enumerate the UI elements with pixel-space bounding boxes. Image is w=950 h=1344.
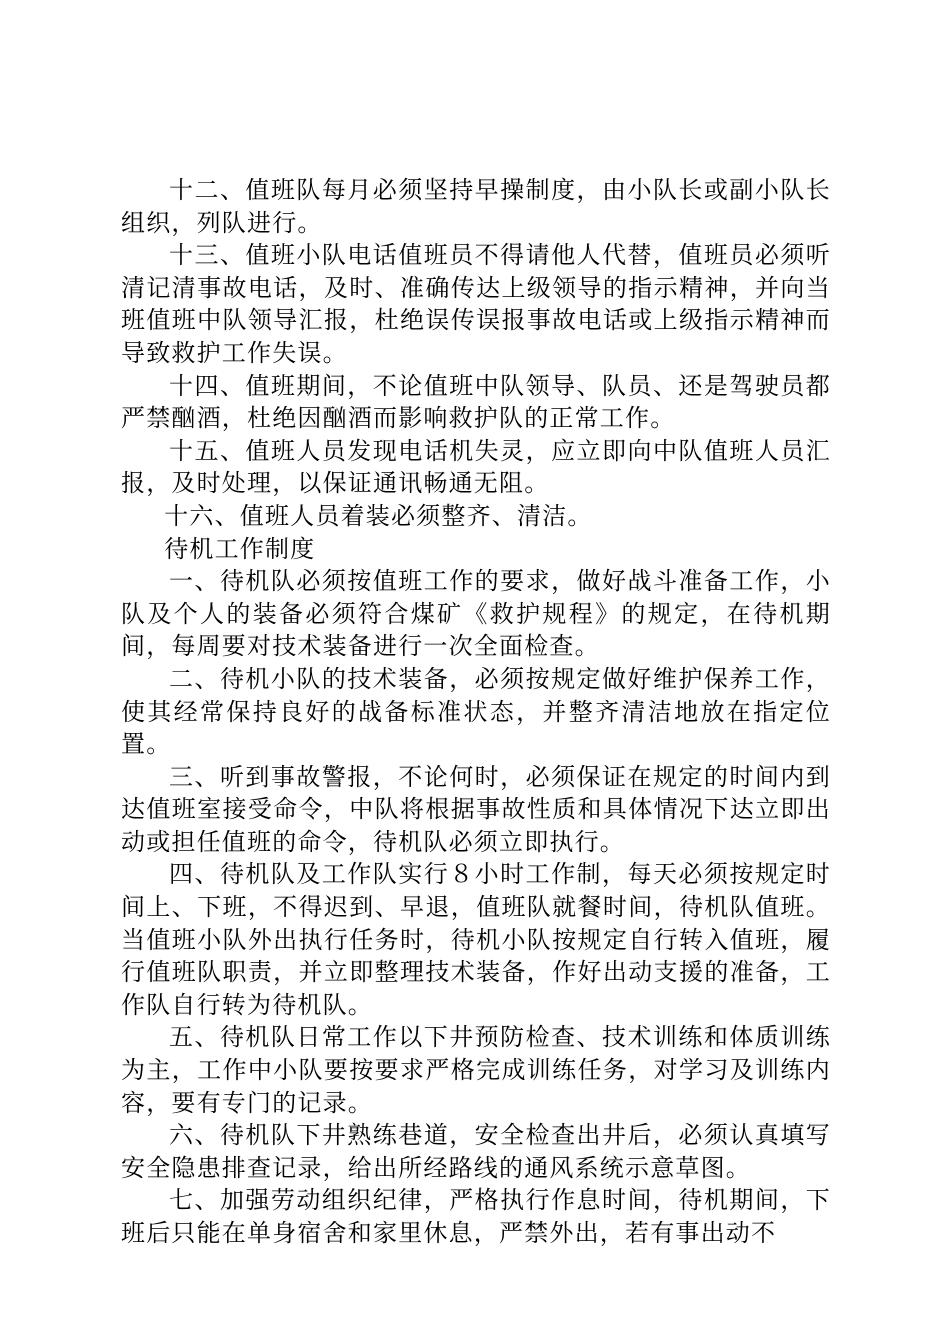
paragraph-standby-7: 七、加强劳动组织纪律，严格执行作息时间，待机期间，下班后只能在单身宿舍和家里休息，严禁外出，若有事出动不: [121, 1186, 831, 1247]
paragraph-standby-5: 五、待机队日常工作以下井预防检查、技术训练和体质训练为主，工作中小队要按要求严格完成训练任务，对学习及训练内容，要有专门的记录。: [121, 1023, 831, 1117]
section-heading-standby: 待机工作制度: [164, 534, 316, 563]
paragraph-standby-2: 二、待机小队的技术装备，必须按规定做好维护保养工作，使其经常保持良好的战备标准状态，并整齐清洁地放在指定位置。: [121, 664, 831, 759]
paragraph-standby-3: 三、听到事故警报，不论何时，必须保证在规定的时间内到达值班室接受命令，中队将根据事故性质和具体情况下达立即出动或担任值班的命令，待机队必须立即执行。: [121, 762, 831, 856]
paragraph-standby-6: 六、待机队下井熟练巷道，安全检查出井后，必须认真填写安全隐患排查记录，给出所经路线的通风系统示意草图。: [121, 1121, 831, 1182]
paragraph-13: 十三、值班小队电话值班员不得请他人代替，值班员必须听清记清事故电话，及时、准确传达上级领导的指示精神，并向当班值班中队领导汇报，杜绝误传误报事故电话或上级指示精神而导致救护工作失误。: [121, 241, 831, 367]
paragraph-15: 十五、值班人员发现电话机失灵，应立即向中队值班人员汇报，及时处理，以保证通讯畅通无阻。: [121, 436, 831, 498]
paragraph-14: 十四、值班期间，不论值班中队领导、队员、还是驾驶员都严禁酗酒，杜绝因酗酒而影响救护队的正常工作。: [121, 371, 831, 433]
document-body: [121, 174, 831, 1250]
paragraph-12: 十二、值班队每月必须坚持早操制度，由小队长或副小队长组织，列队进行。: [121, 176, 831, 237]
paragraph-standby-1: 一、待机队必须按值班工作的要求，做好战斗准备工作，小队及个人的装备必须符合煤矿《救护规程》的规定，在待机期间，每周要对技术装备进行一次全面检查。: [121, 567, 831, 661]
paragraph-16: 十六、值班人员着装必须整齐、清洁。: [164, 501, 593, 530]
paragraph-standby-4: 四、待机队及工作队实行８小时工作制，每天必须按规定时间上、下班，不得迟到、早退，值班队就餐时间，待机队值班。当值班小队外出执行任务时，待机小队按规定自行转入值班，履行值班队职责，并立即整理技术装备，作好出动支援的准备，工作队自行转为待机队。: [121, 860, 831, 1019]
